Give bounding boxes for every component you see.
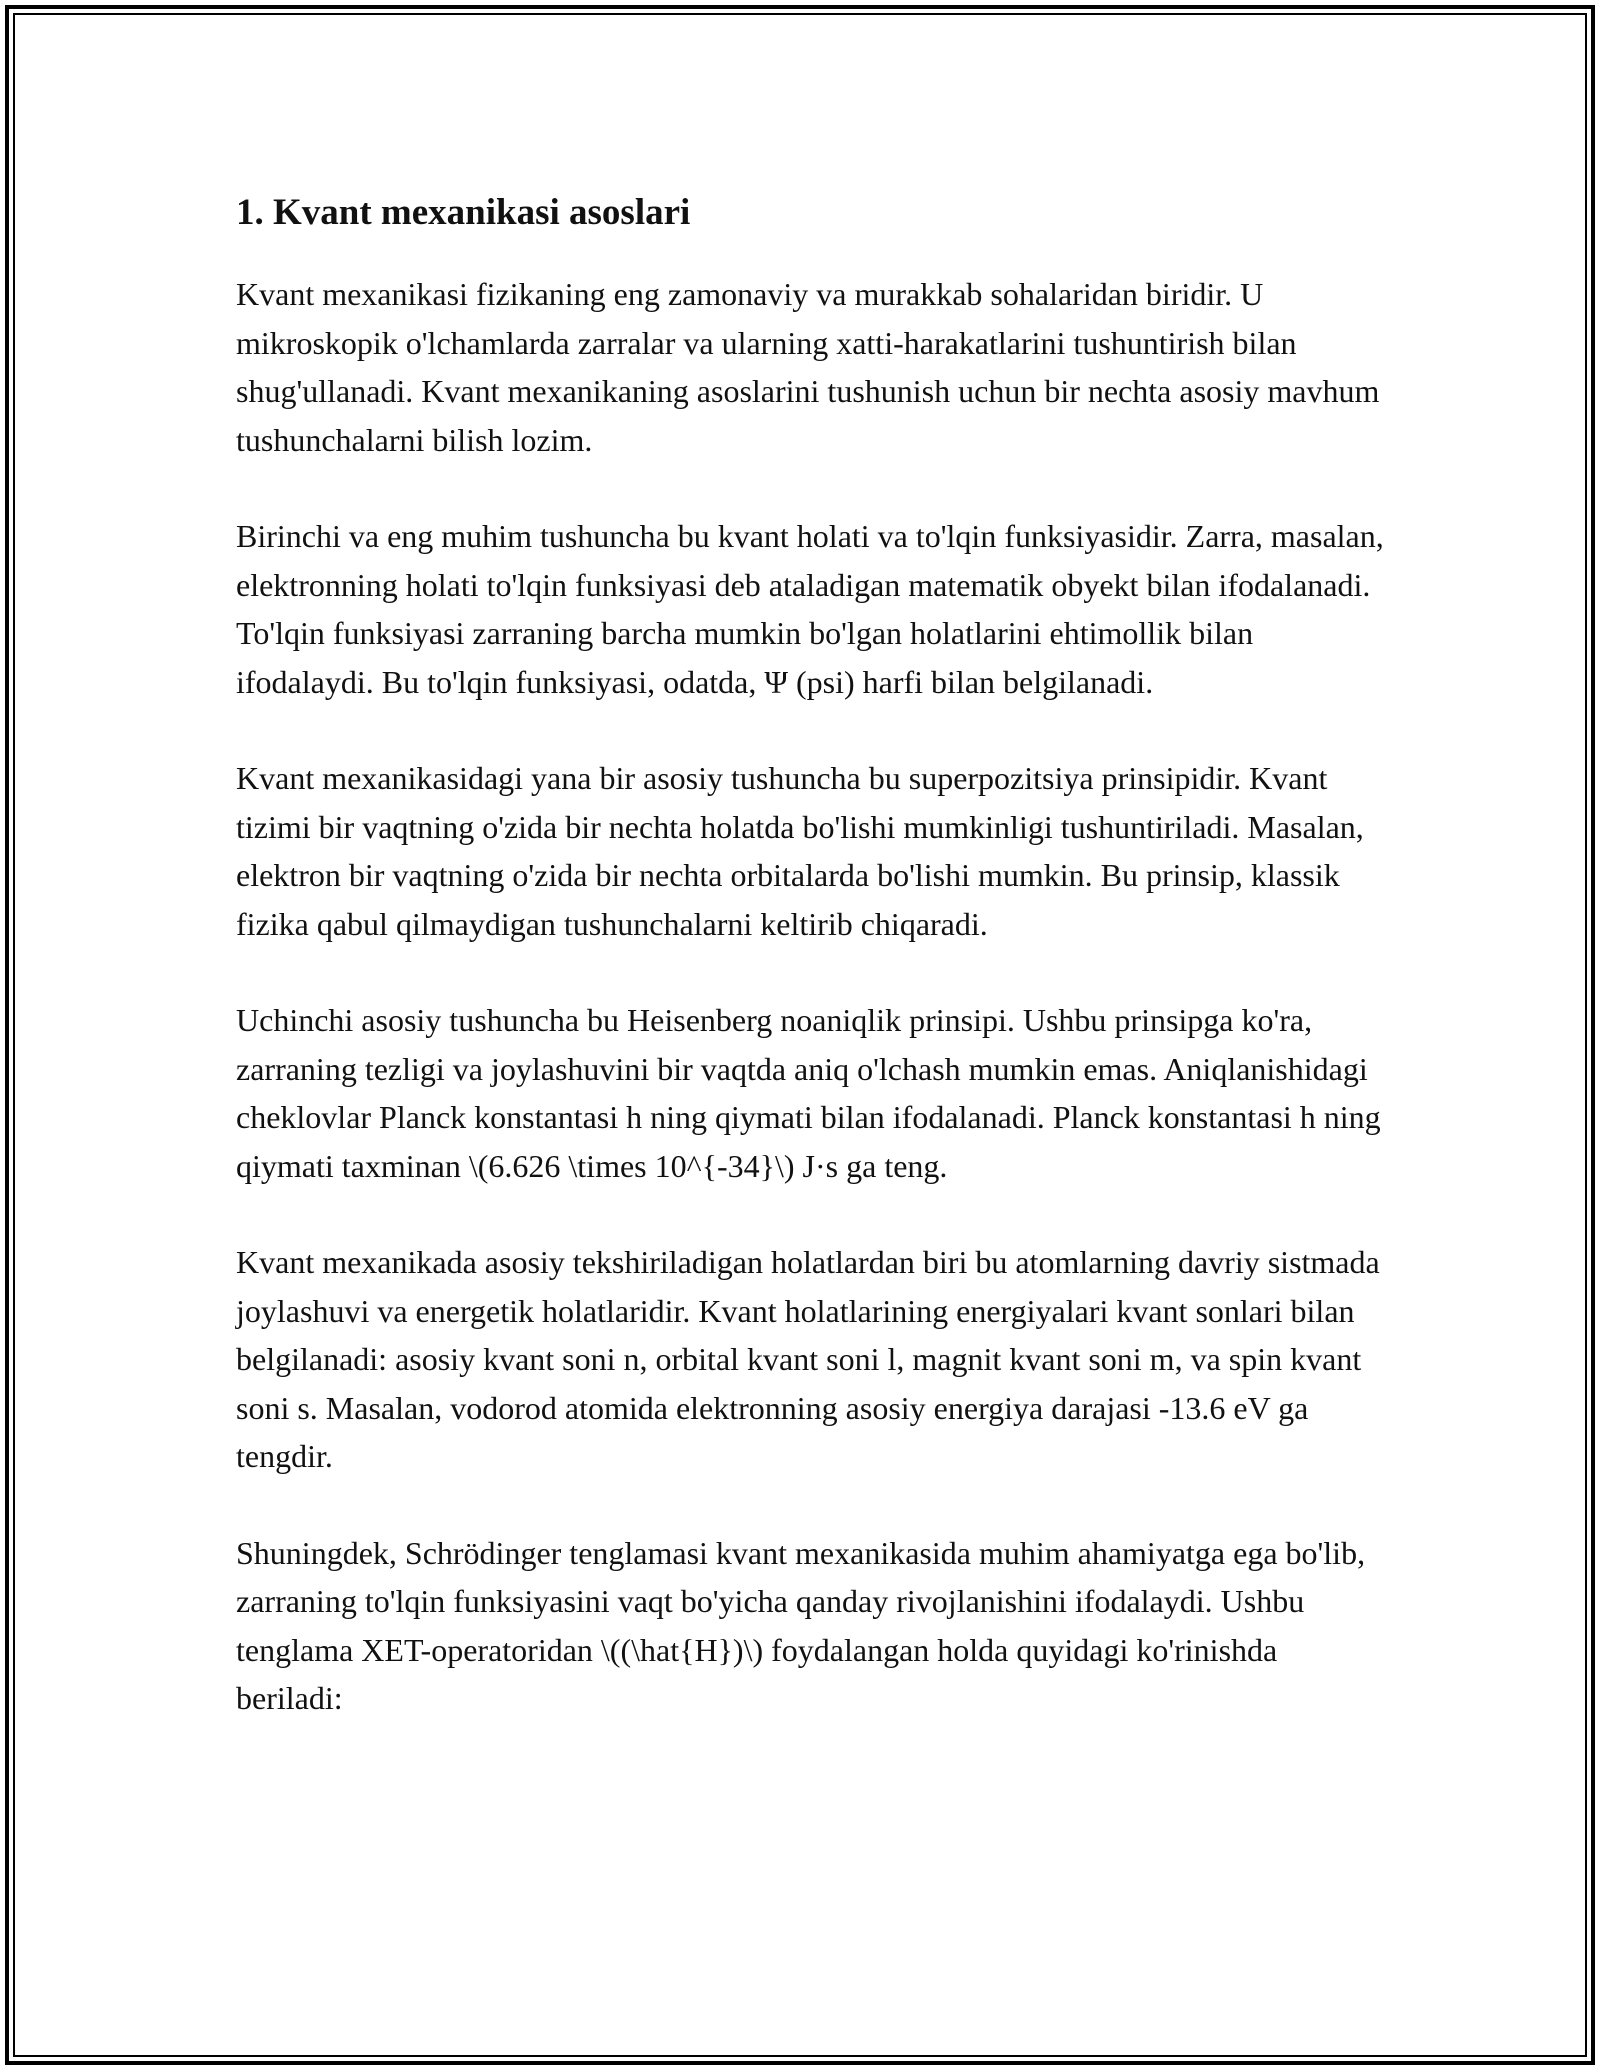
document-body xyxy=(236,184,1386,1771)
paragraph-uncertainty: Uchinchi asosiy tushuncha bu Heisenberg noaniqlik prinsipi. Ushbu prinsipga ko'ra, zarraning tezligi va joylashuvini bir vaqtda aniq o'lchash mumkin emas. Aniqlanishidagi cheklovlar Planck konstantasi h ning qiymati bilan ifodalanadi. Planck konstantasi h ning qiymati taxminan \(6.626 \times 10^{-34}\) J·s ga teng. xyxy=(236,1002,1381,1184)
paragraph-superposition: Kvant mexanikasidagi yana bir asosiy tushuncha bu superpozitsiya prinsipidir. Kvant tizimi bir vaqtning o'zida bir nechta holatda bo'lishi mumkinligi tushuntiriladi. Masalan, elektron bir vaqtning o'zida bir nechta orbitalarda bo'lishi mumkin. Bu prinsip, klassik fizika qabul qilmaydigan tushunchalarni keltirib chiqaradi. xyxy=(236,760,1364,942)
paragraph-wave-function: Birinchi va eng muhim tushuncha bu kvant holati va to'lqin funksiyasidir. Zarra, masalan, elektronning holati to'lqin funksiyasi deb ataladigan matematik obyekt bilan ifodalanadi. To'lqin funksiyasi zarraning barcha mumkin bo'lgan holatlarini ehtimollik bilan ifodalaydi. Bu to'lqin funksiyasi, odatda, Ψ (psi) harfi bilan belgilanadi. xyxy=(236,518,1384,700)
paragraph-schrodinger: Shuningdek, Schrödinger tenglamasi kvant mexanikasida muhim ahamiyatga ega bo'lib, zarraning to'lqin funksiyasini vaqt bo'yicha qanday rivojlanishini ifodalaydi. Ushbu tenglama XET-operatoridan \((\hat{H})\) foydalangan holda quyidagi ko'rinishda beriladi: xyxy=(236,1534,1366,1716)
paragraph-quantum-numbers: Kvant mexanikada asosiy tekshiriladigan holatlardan biri bu atomlarning davriy sistmada joylashuvi va energetik holatlaridir. Kvant holatlarining energiyalari kvant sonlari bilan belgilanadi: asosiy kvant soni n, orbital kvant soni l, magnit kvant soni m, va spin kvant soni s. Masalan, vodorod atomida elektronning asosiy energiya darajasi -13.6 eV ga tengdir. xyxy=(236,1244,1380,1474)
section-heading: 1. Kvant mexanikasi asoslari xyxy=(236,192,691,233)
paragraph-intro: Kvant mexanikasi fizikaning eng zamonaviy va murakkab sohalaridan biridir. U mikroskopik o'lchamlarda zarralar va ularning xatti-harakatlarini tushuntirish bilan shug'ullanadi. Kvant mexanikaning asoslarini tushunish uchun bir nechta asosiy mavhum tushunchalarni bilish lozim. xyxy=(236,276,1380,458)
